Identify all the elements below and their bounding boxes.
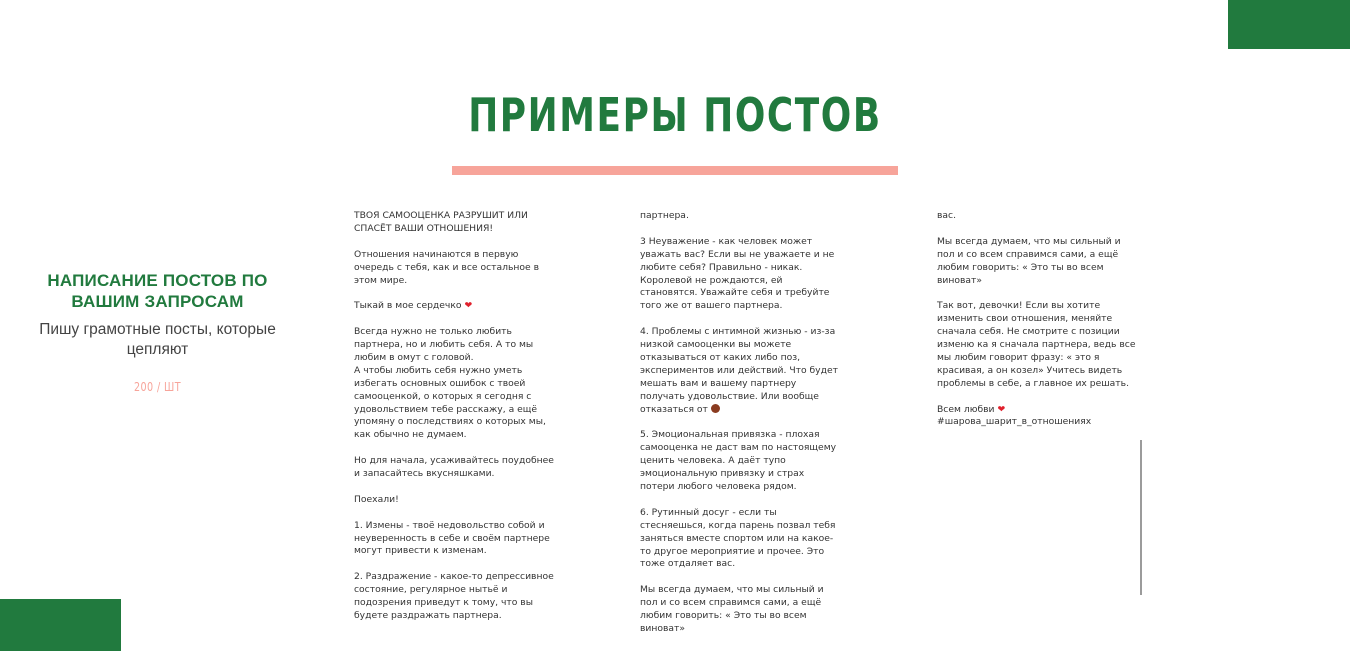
scrollbar[interactable]	[1140, 440, 1142, 595]
service-description: Пишу грамотные посты, которые цепляют	[39, 321, 276, 358]
post-paragraph: 2. Раздражение - какое-то депрессивное состояние, регулярное нытьё и подозрения приведут к тому, что вы будете раздражать партнера.	[354, 571, 554, 621]
post-text: Тыкай в мое сердечко	[354, 300, 462, 312]
post-paragraph: Всегда нужно не только любить партнера, но и любить себя. А то мы любим в омут с головой.	[354, 326, 534, 363]
post-paragraph: 6. Рутинный досуг - если ты стесняешься, когда парень позвал тебя заняться вместе спортом или на какое-то другое мероприятие и прочее. Это тоже отдаляет вас.	[640, 506, 836, 570]
post-column-2	[640, 210, 840, 634]
post-paragraph: ТВОЯ САМООЦЕНКА РАЗРУШИТ ИЛИ СПАСЁТ ВАШИ ОТНОШЕНИЯ!	[354, 210, 528, 234]
service-card	[30, 270, 285, 394]
title-underline	[452, 166, 898, 175]
heart-icon: ❤	[464, 300, 473, 312]
post-column-3	[937, 210, 1137, 598]
corner-decoration-bottom-left	[0, 599, 121, 651]
post-hashtag: #шарова_шарит_в_отношениях	[937, 416, 1092, 428]
post-paragraph: 1. Измены - твоё недовольство собой и неуверенность в себе и своём партнере могут привести к изменам.	[354, 519, 550, 557]
post-paragraph: 3 Неуважение - как человек может уважать вас? Если вы не уважаете и не любите себя? Правильно - никак. Королевой не рождаются, ей становятся. Уважайте себя и требуйте того же от вашего партнера.	[640, 235, 835, 312]
post-paragraph: партнера.	[640, 210, 689, 221]
post-paragraph: А чтобы любить себя нужно уметь избегать основных ошибок с твоей самооценкой, о которых я сегодня с удовольствием тебе расскажу, а ещё упомяну о последствиях о которых мы, как обычно не думаем.	[354, 364, 546, 441]
post-paragraph	[640, 326, 840, 416]
service-price: 200 / ШТ	[134, 380, 181, 394]
post-paragraph: Мы всегда думаем, что мы сильный и пол и со всем справимся сами, а ещё любим говорить: « Это ты во всем виноват»	[937, 235, 1121, 286]
post-paragraph: Отношения начинаются в первую очередь с тебя, как и все остальное в этом мире.	[354, 248, 540, 286]
post-paragraph: Но для начала, усаживайтесь поудобнее и запасайтесь вкусняшками.	[354, 455, 554, 480]
page-title: ПРИМЕРЫ ПОСТОВ	[468, 88, 882, 142]
post-column-1	[354, 210, 554, 621]
emoji-face-icon	[711, 404, 720, 413]
service-heading: НАПИСАНИЕ ПОСТОВ ПО ВАШИМ ЗАПРОСАМ	[47, 271, 268, 311]
post-paragraph: Поехали!	[354, 493, 399, 505]
post-paragraph: 5. Эмоциональная привязка - плохая самооценка не даст вам по настоящему ценить человека. А даёт тупо эмоциональную привязку и страх потери любого человека рядом.	[640, 429, 837, 492]
post-paragraph: Так вот, девочки! Если вы хотите изменить свои отношения, меняйте сначала себя. Не смотрите с позиции изменю ка я сначала партнера, ведь все мы любим говорит фразу: « это я красивая, а он козел» Учитесь видеть проблемы в себе, а главное их решать.	[937, 300, 1136, 389]
corner-decoration-top-right	[1228, 0, 1350, 49]
heart-icon: ❤	[997, 403, 1006, 415]
post-paragraph	[937, 404, 1137, 417]
post-paragraph: вас.	[937, 210, 957, 221]
post-text: Всем любви	[937, 403, 995, 415]
post-paragraph	[354, 300, 554, 313]
post-paragraph: Мы всегда думаем, что мы сильный и пол и со всем справимся сами, а ещё любим говорить: « Это ты во всем виноват»	[640, 584, 824, 634]
post-text: 4. Проблемы с интимной жизнью - из-за низкой самооценки вы можете отказываться от каких либо поз, экспериментов или действий. Что будет мешать вам и вашему партнеру получать удовольствие. Или вообще отказаться от	[640, 326, 838, 415]
